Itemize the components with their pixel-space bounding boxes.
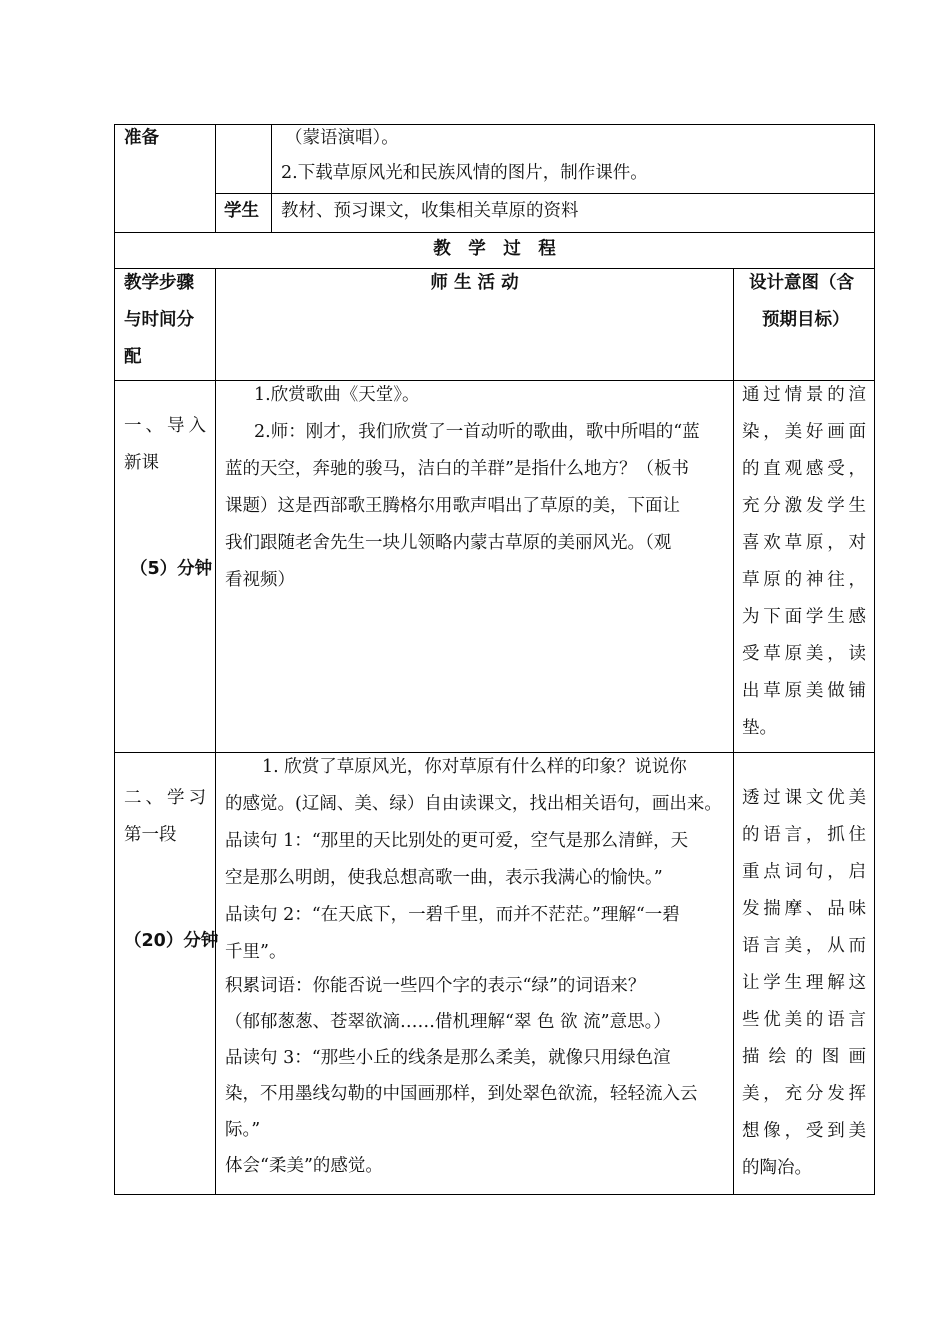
section2-intent-line: 美，充分发挥 [742, 1084, 866, 1104]
section2-intent-line: 描绘的图画 [742, 1047, 866, 1067]
header-intent-line-1: 设计意图（含 [749, 273, 854, 293]
section2-activity-line: 体会“柔美”的感觉。 [225, 1156, 383, 1176]
section1-intent-line: 出草原美做铺 [742, 681, 866, 701]
section2-activity-line: （郁郁葱葱、苍翠欲滴……借机理解“翠 色 欲 流”意思。） [225, 1012, 671, 1032]
section2-intent-line: 的陶冶。 [742, 1158, 812, 1178]
section2-step-line-1: 二、学习 [124, 788, 206, 808]
prep-divider-col2 [271, 124, 272, 232]
prep-student-label: 学生 [224, 201, 259, 221]
table-border-bottom [114, 1194, 875, 1195]
section2-activity-line: 际。” [225, 1120, 261, 1140]
section1-intent-line: 通过情景的渲 [742, 385, 866, 405]
section2-activity-line: 积累词语：你能否说一些四个字的表示“绿”的词语来？ [225, 976, 646, 996]
section2-activity-line: 空是那么明朗，使我总想高歌一曲，表示我满心的愉快。” [225, 868, 663, 888]
header-step-line-1: 教学步骤 [124, 273, 194, 293]
section1-activity-line: 1.欣赏歌曲《天堂》。 [254, 385, 420, 405]
section1-intent-line: 喜欢草原，对 [742, 533, 866, 553]
header-intent-line-2: 预期目标） [762, 310, 850, 330]
section2-intent-line: 想像，受到美 [742, 1121, 866, 1141]
col-divider-1 [215, 268, 216, 1195]
section1-activity-line: 2.师：刚才，我们欣赏了一首动听的歌曲，歌中所唱的“蓝 [254, 422, 700, 442]
process-title: 教 学 过 程 [433, 239, 556, 259]
section2-activity-line: 品读句 1：“那里的天比别处的更可爱，空气是那么清鲜，天 [225, 831, 689, 851]
table-border-top [114, 124, 875, 125]
section1-activity-line: 我们跟随老舍先生一块儿领略内蒙古草原的美丽风光。（观 [225, 533, 672, 553]
header-activity: 师 生 活 动 [430, 273, 519, 293]
section2-activity-line: 1. 欣赏了草原风光，你对草原有什么样的印象？说说你 [262, 757, 687, 777]
section2-intent-line: 的语言，抓住 [742, 825, 866, 845]
section1-intent-line: 垫。 [742, 718, 777, 738]
section2-activity-line: 的感觉。(辽阔、美、绿）自由读课文，找出相关语句，画出来。 [225, 794, 722, 814]
col-divider-2 [733, 268, 734, 1195]
header-step-line-2: 与时间分 [124, 310, 194, 330]
section1-time: （5）分钟 [130, 559, 213, 579]
section1-step-line-1: 一、导入 [124, 416, 206, 436]
section2-intent-line: 重点词句，启 [742, 862, 866, 882]
section1-step-line-2: 新课 [124, 453, 159, 473]
section2-step-line-2: 第一段 [124, 825, 177, 845]
section2-intent-line: 透过课文优美 [742, 788, 866, 808]
section1-intent-line: 充分激发学生 [742, 496, 866, 516]
section2-intent-line: 语言美，从而 [742, 936, 866, 956]
section1-activity-line: 看视频） [225, 570, 295, 590]
section1-activity-line: 蓝的天空，奔驰的骏马，洁白的羊群”是指什么地方？（板书 [225, 459, 689, 479]
prep-teacher-line-1: （蒙语演唱）。 [285, 128, 399, 148]
section2-intent-line: 让学生理解这 [742, 973, 866, 993]
section1-intent-line: 受草原美，读 [742, 644, 866, 664]
prep-divider-col1 [215, 124, 216, 232]
prep-label: 准备 [124, 128, 159, 148]
section1-intent-line: 染，美好画面 [742, 422, 866, 442]
section2-activity-line: 染，不用墨线勾勒的中国画那样，到处翠色欲流，轻轻流入云 [225, 1084, 698, 1104]
section1-activity-line: 课题）这是西部歌王腾格尔用歌声唱出了草原的美，下面让 [225, 496, 680, 516]
section2-activity-line: 品读句 2：“在天底下，一碧千里，而并不茫茫。”理解“一碧 [225, 905, 680, 925]
header-step-line-3: 配 [124, 347, 142, 367]
section2-intent-line: 些优美的语言 [742, 1010, 866, 1030]
section2-activity-line: 品读句 3：“那些小丘的线条是那么柔美，就像只用绿色渲 [225, 1048, 671, 1068]
section1-intent-line: 草原的神往， [742, 570, 866, 590]
section2-time: （20）分钟 [124, 931, 219, 951]
section1-intent-line: 的直观感受， [742, 459, 866, 479]
section1-intent-line: 为下面学生感 [742, 607, 866, 627]
section2-intent-line: 发揣摩、品味 [742, 899, 866, 919]
table-border-left [114, 124, 115, 1195]
prep-teacher-line-2: 2.下载草原风光和民族风情的图片，制作课件。 [281, 163, 648, 183]
section2-activity-line: 千里”。 [225, 942, 287, 962]
prep-student-text: 教材、预习课文，收集相关草原的资料 [281, 201, 579, 221]
table-border-right [874, 124, 875, 1195]
